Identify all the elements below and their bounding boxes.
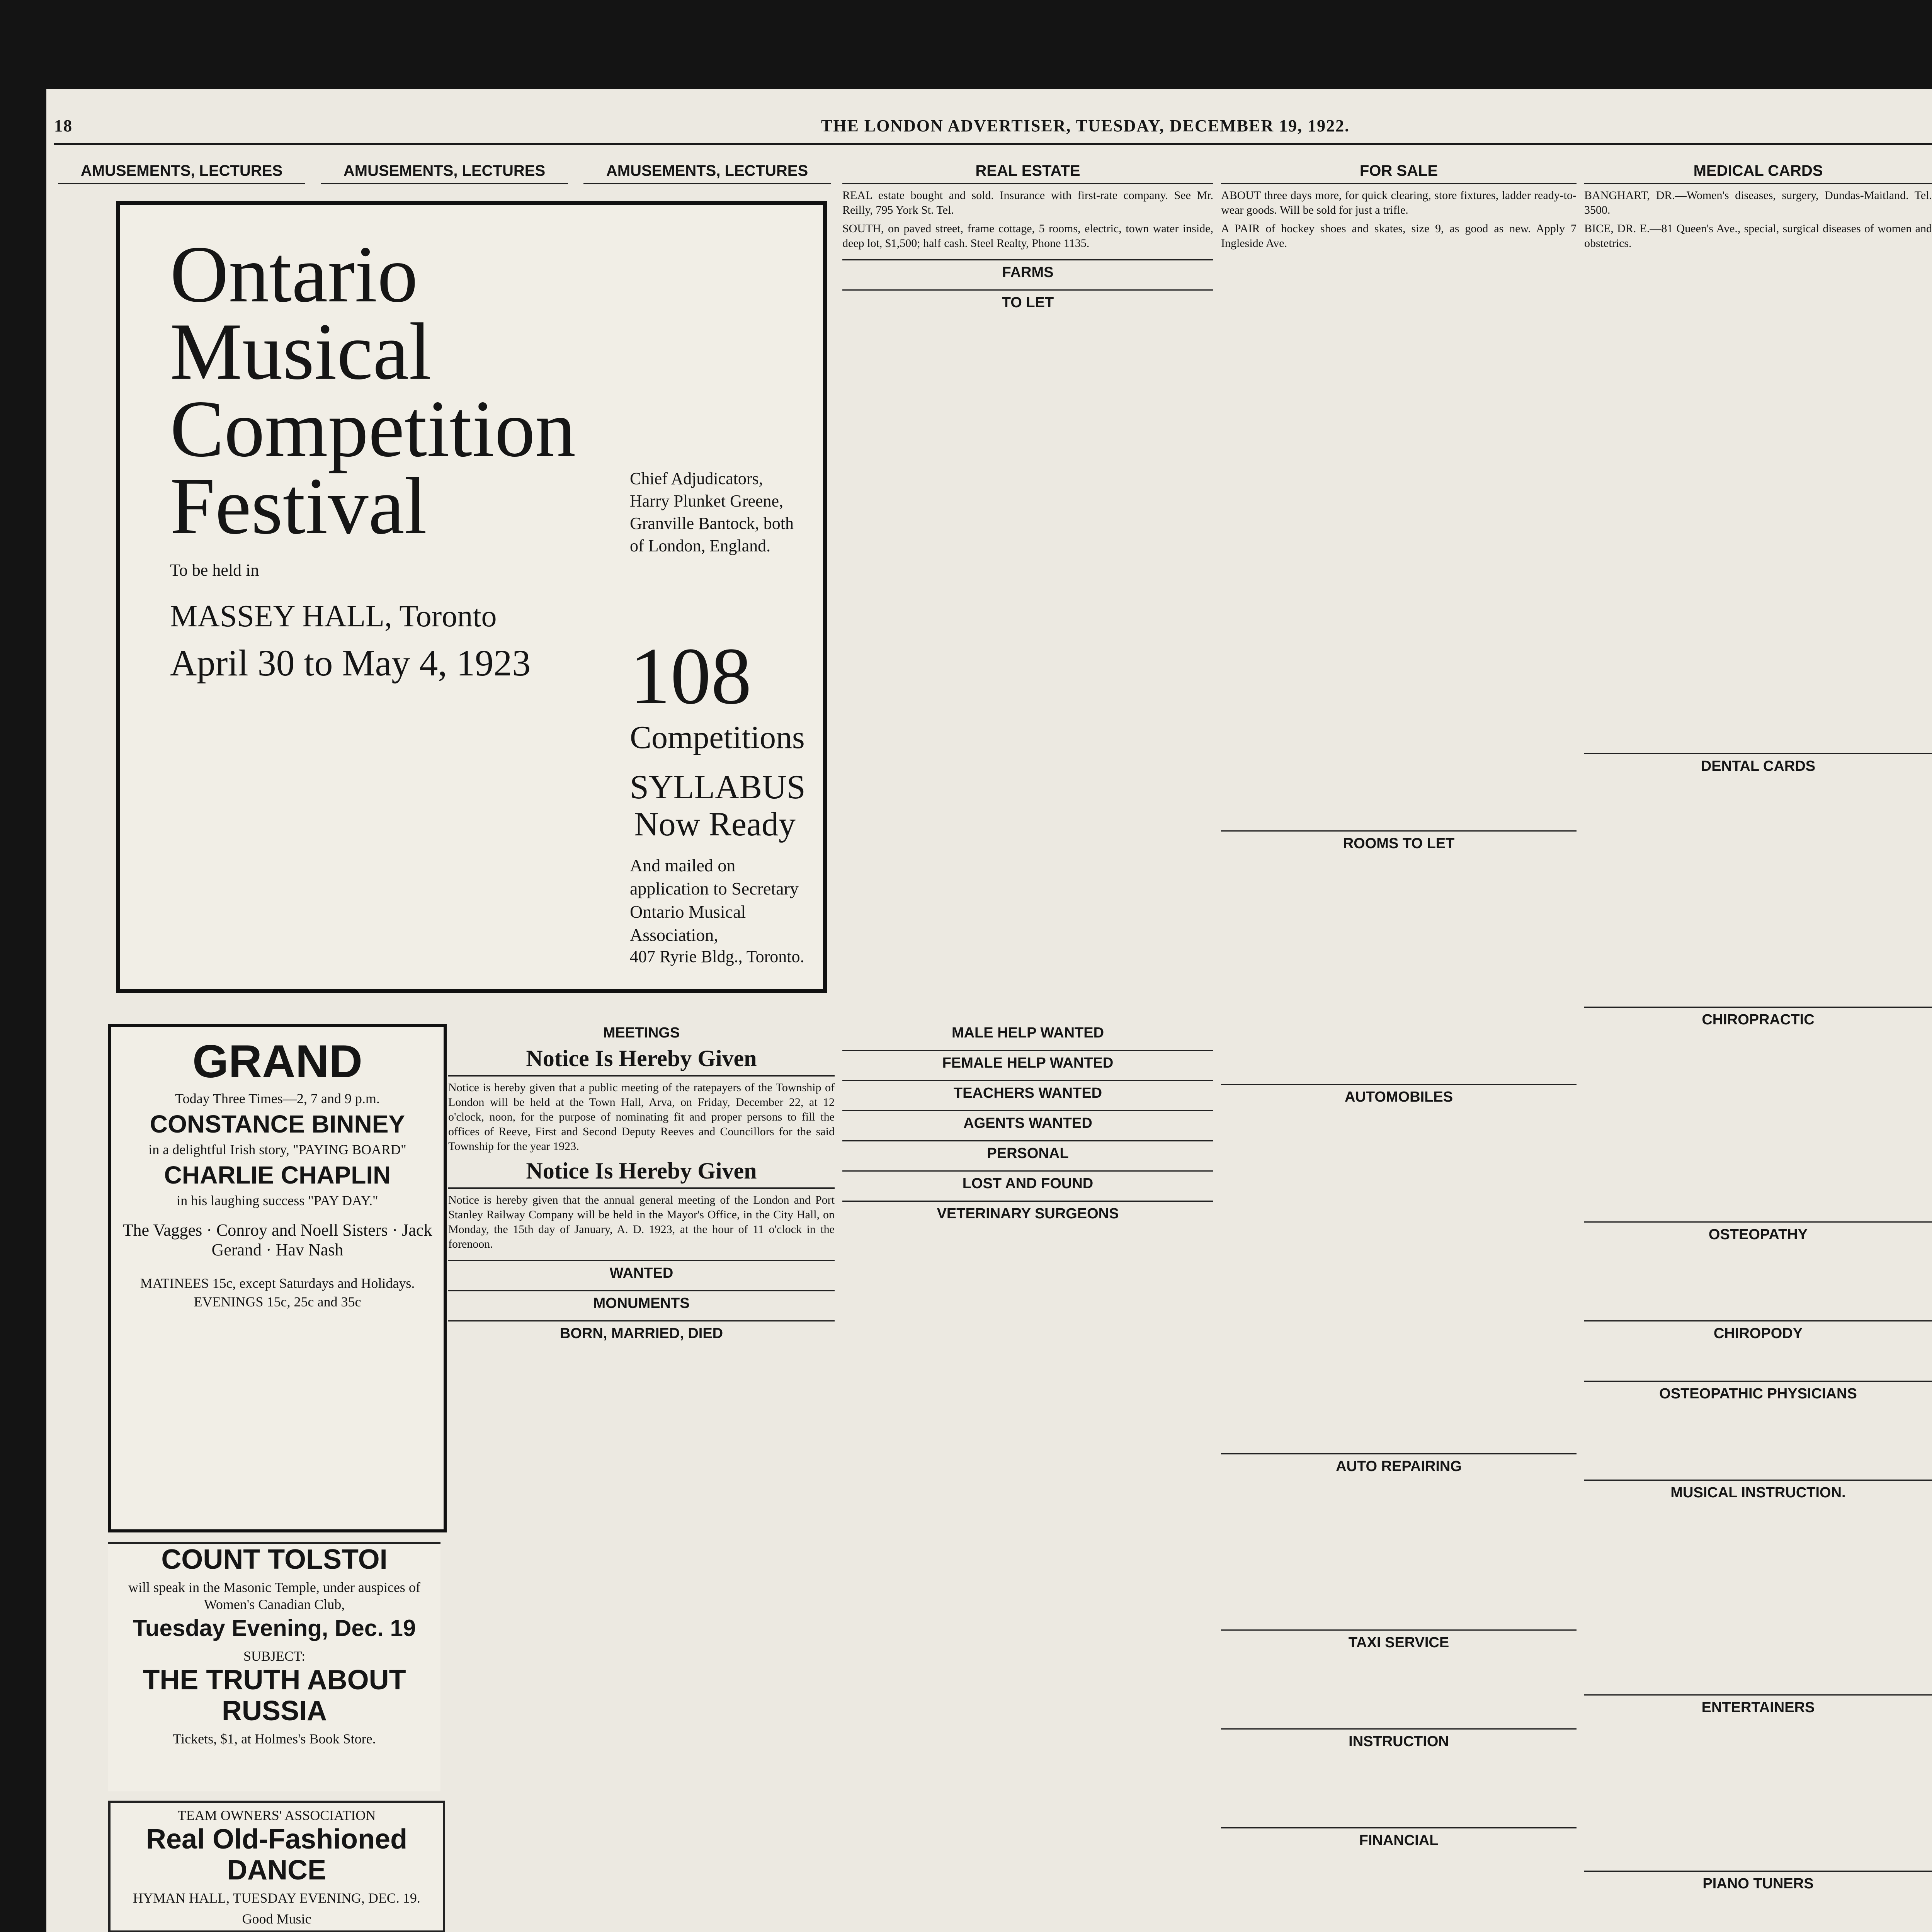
taxi-head: TAXI SERVICE: [1221, 1629, 1577, 1651]
medical-column: [1584, 162, 1932, 1932]
meetings-column: [448, 1012, 835, 1932]
male-help-head: MALE HELP WANTED: [951, 1025, 1104, 1041]
masthead: [54, 112, 1932, 139]
dance-org: TEAM OWNERS' ASSOCIATION: [177, 1808, 376, 1823]
teachers-head: TEACHERS WANTED: [842, 1080, 1213, 1102]
medical-head: MEDICAL CARDS: [1584, 162, 1932, 184]
ontario-dates: April 30 to May 4, 1923: [170, 642, 531, 684]
ontario-address: 407 Ryrie Bldg., Toronto.: [630, 947, 804, 966]
wanted-head: WANTED: [448, 1260, 835, 1282]
tolstoi-title: COUNT TOLSTOI: [161, 1544, 388, 1575]
musical-head: MUSICAL INSTRUCTION.: [1584, 1480, 1932, 1501]
medical-item-1: BANGHART, DR.—Women's diseases, surgery, Dundas-Maitland. Tel. 3500.: [1584, 189, 1932, 216]
autos-head: AUTOMOBILES: [1221, 1084, 1577, 1105]
notice2-text: Notice is hereby given that the annual general meeting of the London and Port Stanley Railway Company will be held in the Mayor's Office, in the City Hall, on Monday, the 15th day of January, A. D. 1923, at the hour of 11 o'clock in the forenoon.: [448, 1194, 835, 1250]
ontario-festival-ad: [116, 201, 827, 993]
auto-repair-head: AUTO REPAIRING: [1221, 1453, 1577, 1475]
amusements-column: [58, 162, 831, 188]
real-estate-column: [842, 162, 1213, 1012]
real-estate-head: REAL ESTATE: [842, 162, 1213, 184]
ontario-competitions: Competitions: [630, 719, 805, 755]
ontario-venue: MASSEY HALL, Toronto: [170, 599, 497, 633]
piano-tuners-head: PIANO TUNERS: [1584, 1871, 1932, 1892]
grand-shows: Today Three Times—2, 7 and 9 p.m.: [175, 1091, 380, 1106]
real-estate-item-2: SOUTH, on paved street, frame cottage, 5 rooms, electric, town water inside, deep lot, $1,500; half cash. Steel Realty, Phone 1135.: [842, 222, 1213, 250]
tolstoi-date: Tuesday Evening, Dec. 19: [133, 1615, 416, 1641]
chiro-head: CHIROPRACTIC: [1584, 1007, 1932, 1028]
tolstoi-subject-label: SUBJECT:: [243, 1648, 306, 1664]
dance-place: HYMAN HALL, TUESDAY EVENING, DEC. 19.: [133, 1890, 420, 1906]
lost-found-head: LOST AND FOUND: [842, 1170, 1213, 1192]
medical-item-2: BICE, DR. E.—81 Queen's Ave., special, surgical diseases of women and obstetrics.: [1584, 222, 1932, 250]
ontario-syllabus: SYLLABUS Now Ready: [630, 769, 806, 843]
osteo-phys-head: OSTEOPATHIC PHYSICIANS: [1584, 1381, 1932, 1402]
for-sale-column: [1221, 162, 1577, 1932]
dental-head: DENTAL CARDS: [1584, 753, 1932, 775]
entertainers-head: ENTERTAINERS: [1584, 1694, 1932, 1716]
tolstoi-tickets: Tickets, $1, at Holmes's Book Store.: [173, 1731, 376, 1747]
agents-head: AGENTS WANTED: [842, 1110, 1213, 1132]
tolstoi-subject: THE TRUTH ABOUT RUSSIA: [143, 1665, 406, 1726]
grand-evenings: EVENINGS 15c, 25c and 35c: [194, 1294, 361, 1310]
tolstoi-ad: [108, 1542, 440, 1791]
real-estate-item-1: REAL estate bought and sold. Insurance with first-rate company. See Mr. Reilly, 795 York St. Tel.: [842, 189, 1213, 216]
grand-star2-desc: in his laughing success "PAY DAY.": [177, 1193, 378, 1208]
instruction-head: INSTRUCTION: [1221, 1728, 1577, 1750]
amusements-head-1: AMUSEMENTS, LECTURES: [58, 162, 305, 184]
grand-matinees: MATINEES 15c, except Saturdays and Holidays.: [140, 1276, 415, 1291]
ontario-adjudicators: Chief Adjudicators, Harry Plunket Greene, Granville Bantock, both of London, England.: [630, 469, 794, 555]
born-head: BORN, MARRIED, DIED: [448, 1320, 835, 1342]
notice1-text: Notice is hereby given that a public meeting of the ratepayers of the Township of London will be held at the Town Hall, Arva, on Friday, December 22, at 12 o'clock, noon, for the purpose of nominating fit and proper persons to fill the offices of Reeve, First and Second Deputy Reeves and Councillors for the said Township for the year 1923.: [448, 1081, 835, 1153]
monuments-head: MONUMENTS: [448, 1290, 835, 1312]
financial-head: FINANCIAL: [1221, 1827, 1577, 1849]
personal-head: PERSONAL: [842, 1140, 1213, 1162]
vets-head: VETERINARY SURGEONS: [842, 1201, 1213, 1222]
dance-music: Good Music: [242, 1911, 311, 1927]
dance-ad: [108, 1801, 445, 1932]
notice2-title: Notice Is Hereby Given: [448, 1158, 835, 1189]
ontario-mailed: And mailed on application to Secretary Ontario Musical Association,: [630, 855, 799, 945]
paper-title: THE LONDON ADVERTISER, TUESDAY, DECEMBER 19, 1922.: [821, 116, 1350, 135]
grand-star1-desc: in a delightful Irish story, "PAYING BOARD": [148, 1142, 406, 1157]
rooms-head: ROOMS TO LET: [1221, 830, 1577, 852]
masthead-rule: [54, 143, 1932, 145]
osteo-head: OSTEOPATHY: [1584, 1221, 1932, 1243]
grand-name: GRAND: [192, 1036, 362, 1087]
page-number: 18: [54, 116, 73, 135]
chiropody-head: CHIROPODY: [1584, 1320, 1932, 1342]
ontario-held: To be held in: [170, 561, 259, 580]
help-wanted-column: [842, 1012, 1213, 1932]
notice1-title: Notice Is Hereby Given: [448, 1045, 835, 1077]
dance-title: Real Old-Fashioned DANCE: [146, 1824, 408, 1886]
ontario-title: Ontario Musical Competition Festival: [170, 230, 576, 551]
ontario-count: 108: [630, 631, 752, 721]
amusements-head-3: AMUSEMENTS, LECTURES: [583, 162, 831, 184]
grand-star1: CONSTANCE BINNEY: [150, 1110, 405, 1138]
female-help-head: FEMALE HELP WANTED: [842, 1050, 1213, 1071]
for-sale-head: FOR SALE: [1221, 162, 1577, 184]
grand-acts: The Vagges · Conroy and Noell Sisters · Jack Gerand · Hav Nash: [122, 1221, 432, 1259]
to-let-head: TO LET: [842, 289, 1213, 311]
amusements-head-2: AMUSEMENTS, LECTURES: [321, 162, 568, 184]
tolstoi-body: will speak in the Masonic Temple, under auspices of Women's Canadian Club,: [128, 1580, 420, 1612]
meetings-head: MEETINGS: [603, 1025, 680, 1041]
grand-theatre-ad: [108, 1024, 447, 1532]
for-sale-item-1: ABOUT three days more, for quick clearing, store fixtures, ladder ready-to-wear goods. Will be sold for just a trifle.: [1221, 189, 1577, 216]
farms-head: FARMS: [842, 259, 1213, 281]
for-sale-item-2: A PAIR of hockey shoes and skates, size 9, as good as new. Apply 7 Ingleside Ave.: [1221, 222, 1577, 250]
grand-star2: CHARLIE CHAPLIN: [164, 1161, 391, 1189]
